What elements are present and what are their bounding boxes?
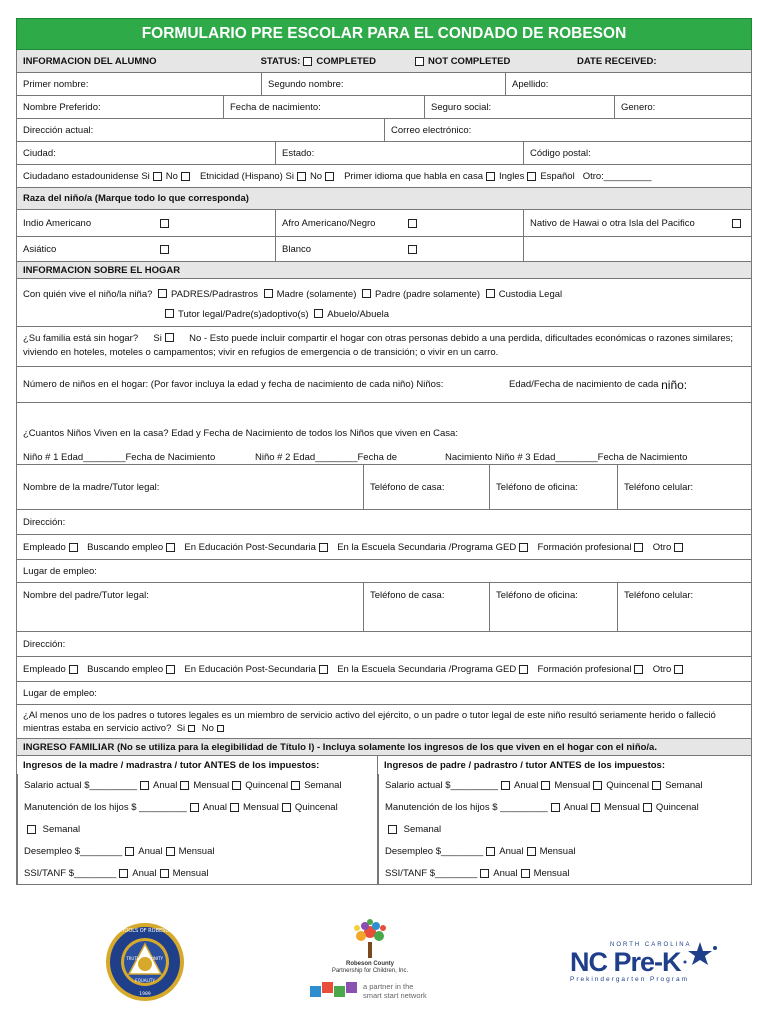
mother-training-checkbox[interactable] [634,543,643,552]
homeless-question: ¿Su familia está sin hogar? [23,333,139,344]
email-field[interactable]: Correo electrónico: [384,119,751,141]
seal-right-text: UNITY [151,956,163,961]
mother-seeking-checkbox[interactable] [166,543,175,552]
father-unemployment-annual-label: Anual [499,845,524,857]
race-pacific-label: Nativo de Hawai o otra Isla del Pacifico [530,217,695,229]
mother-salary-weekly-label: Semanal [304,779,342,791]
father-ssi-monthly-checkbox[interactable] [521,869,530,878]
child-1-field[interactable]: Niño # 1 Edad________Fecha de Nacimiento [23,452,216,463]
school-seal-logo [94,920,196,1004]
city-field[interactable]: Ciudad: [23,147,56,159]
citizen-yes-checkbox[interactable] [153,172,162,181]
english-label: Ingles [498,170,525,182]
father-employed-checkbox[interactable] [69,665,78,674]
mother-ssi-annual-label: Anual [132,867,157,879]
citizen-no-label: No [165,170,178,182]
not-completed-checkbox[interactable] [415,57,424,66]
children-in-home-question: ¿Cuantos Niños Viven en la casa? Edad y Fecha de Nacimiento de todos los Niños que viven en Casa: [23,428,458,439]
mother-ssi-annual-checkbox[interactable] [119,869,128,878]
nc-top-text: NORTH CAROLINA [610,942,692,948]
completed-label: COMPLETED [316,55,376,67]
mother-employed-checkbox[interactable] [69,543,78,552]
mother-salary-monthly-label: Mensual [193,779,230,791]
mother-ged-label: En la Escuela Secundaria /Programa GED [337,541,517,553]
zip-field[interactable]: Código postal: [523,142,751,164]
father-address-field[interactable]: Dirección: [23,638,66,650]
tree-icon [345,918,395,960]
military-no-checkbox[interactable] [217,725,224,732]
children-birth-label: Edad/Fecha de nacimiento de cada [509,379,659,390]
father-unemployment-field[interactable]: Desempleo $________ [385,845,484,857]
military-no-label: No [201,723,214,734]
mother-support-annual-checkbox[interactable] [190,803,199,812]
parents-label: PADRES/Padrastros [171,289,258,300]
parents-checkbox[interactable] [158,289,167,298]
father-training-checkbox[interactable] [634,665,643,674]
children-count-block [16,367,752,403]
mother-salary-biweekly-checkbox[interactable] [232,781,241,790]
mother-salary-weekly-checkbox[interactable] [291,781,300,790]
father-support-monthly-label: Mensual [604,801,640,813]
seal-left-text: TRUTH [126,956,140,961]
mother-support-biweekly-label: Quincenal [294,801,338,813]
spanish-label: Español [540,170,575,182]
father-cell-phone-field[interactable]: Teléfono celular: [617,583,751,631]
father-income-column [378,756,751,884]
mother-only-label: Madre (solamente) [276,289,357,300]
father-salary-field[interactable]: Salario actual $_________ [385,779,499,791]
father-ssi-field[interactable]: SSI/TANF $________ [385,867,478,879]
lives-with-block [16,279,752,327]
father-support-annual-label: Anual [563,801,588,813]
mother-office-phone-field[interactable]: Teléfono de oficina: [489,465,617,509]
student-info-header [16,50,752,73]
race-asian-checkbox[interactable] [160,245,169,254]
children-count-label[interactable]: Número de niños en el hogar: (Por favor incluya la edad y fecha de nacimiento de cada niño) Niños: [23,379,444,390]
homeless-yes-checkbox[interactable] [165,333,174,342]
race-black-label: Afro Americano/Negro [282,217,376,229]
father-support-annual-checkbox[interactable] [551,803,560,812]
preferred-name-field[interactable]: Nombre Preferido: [23,101,101,113]
completed-checkbox[interactable] [303,57,312,66]
ethnicity-no-label: No [309,170,323,182]
race-header: Raza del niño/a (Marque todo lo que corresponda) [23,193,249,204]
father-postsecondary-checkbox[interactable] [319,665,328,674]
custody-checkbox[interactable] [486,289,495,298]
mother-address-field[interactable]: Dirección: [23,516,66,528]
status-label: STATUS: [260,55,301,67]
father-office-phone-field[interactable]: Teléfono de oficina: [489,583,617,631]
father-training-label: Formación profesional [537,663,632,675]
father-support-weekly-checkbox[interactable] [388,825,397,834]
race-indian-label: Indio Americano [23,217,92,229]
father-other-label: Otro [652,663,672,675]
mother-name-field[interactable]: Nombre de la madre/Tutor legal: [23,481,160,493]
mother-other-checkbox[interactable] [674,543,683,552]
mother-workplace-field[interactable]: Lugar de empleo: [23,565,97,577]
child-3-field[interactable]: Nacimiento Niño # 3 Edad________Fecha de Nacimiento [445,452,688,463]
father-support-biweekly-checkbox[interactable] [643,803,652,812]
race-asian-label: Asiático [23,243,57,255]
father-unemployment-monthly-checkbox[interactable] [527,847,536,856]
mother-support-weekly-checkbox[interactable] [27,825,36,834]
language-label: Primer idioma que habla en casa [344,170,483,182]
mother-support-monthly-label: Mensual [243,801,279,813]
mother-salary-annual-checkbox[interactable] [140,781,149,790]
mother-support-weekly-label: Semanal [42,823,81,835]
father-salary-monthly-label: Mensual [554,779,591,791]
mother-home-phone-field[interactable]: Teléfono de casa: [363,465,489,509]
guardian-label: Tutor legal/Padre(s)adoptivo(s) [178,309,309,320]
custody-label: Custodia Legal [498,289,563,300]
preschool-form [16,18,752,885]
father-unemployment-annual-checkbox[interactable] [486,847,495,856]
grandparent-checkbox[interactable] [314,309,323,318]
seal-bottom-text: EQUALITY [135,978,155,983]
father-employed-label: Empleado [23,663,66,675]
father-salary-weekly-label: Semanal [665,779,703,791]
father-support-biweekly-label: Quincenal [655,801,699,813]
race-white-label: Blanco [282,243,312,255]
race-white-checkbox[interactable] [408,245,417,254]
father-salary-monthly-checkbox[interactable] [541,781,550,790]
star-icon [680,940,720,970]
homeless-block [16,327,752,367]
mother-income-header: Ingresos de la madre / madrastra / tutor ANTES de los impuestos: [23,759,320,771]
form-title: FORMULARIO PRE ESCOLAR PARA EL CONDADO DE ROBESON [16,18,752,50]
military-question: ¿Al menos uno de los padres o tutores legales es un miembro de servicio activo del ejército, o un padre o tutor legal de este niño resultó seriamente herido o falleció mientras estaba en servicio activo? [23,710,716,734]
ethnicity-no-checkbox[interactable] [325,172,334,181]
income-table [16,756,752,885]
state-field[interactable]: Estado: [275,142,523,164]
father-seeking-label: Buscando empleo [87,663,164,675]
father-home-phone-field[interactable]: Teléfono de casa: [363,583,489,631]
birth-date-field[interactable]: Fecha de nacimiento: [223,96,424,118]
homeless-no-text: No - Esto puede incluir compartir el hogar con otras personas debido a una perdida, dificultades económicas o razones similares; viviendo en hoteles, moteles o campamentos; vivir en refugios de emergencia o de transición; o vivir en un carro. [23,333,734,358]
not-completed-label: NOT COMPLETED [428,55,511,67]
middle-name-field[interactable]: Segundo nombre: [261,73,505,95]
last-name-field[interactable]: Apellido: [505,73,751,95]
income-header: INGRESO FAMILIAR (No se utiliza para la elegibilidad de Título I) - Incluya solamente los ingresos de los que viven en el hogar con el niño/a. [23,741,657,753]
mother-only-checkbox[interactable] [264,289,273,298]
homeless-yes-label: Si [153,333,162,344]
other-language-field[interactable]: Otro:_________ [582,170,652,182]
father-ged-label: En la Escuela Secundaria /Programa GED [337,663,517,675]
citizen-no-checkbox[interactable] [181,172,190,181]
nc-sub-text: Prekindergarten Program [570,976,689,983]
date-received-label: DATE RECEIVED: [577,55,657,67]
seal-top-text: PUBLIC SCHOOLS OF ROBESON COUNTY [94,928,196,934]
father-salary-annual-label: Anual [514,779,539,791]
child-2-field[interactable]: Niño # 2 Edad________Fecha de [255,452,398,463]
mother-training-label: Formación profesional [537,541,632,553]
father-ssi-annual-label: Anual [493,867,518,879]
father-ssi-annual-checkbox[interactable] [480,869,489,878]
father-salary-biweekly-checkbox[interactable] [593,781,602,790]
footer-logos [0,912,770,1017]
military-yes-checkbox[interactable] [188,725,195,732]
smart-start-blocks-icon [310,980,362,1002]
mother-unemployment-monthly-checkbox[interactable] [166,847,175,856]
mother-salary-monthly-checkbox[interactable] [180,781,189,790]
mother-employed-label: Empleado [23,541,66,553]
mother-postsecondary-label: En Educación Post-Secundaria [184,541,316,553]
mother-other-label: Otro [652,541,672,553]
robeson-name: Robeson County [346,961,394,967]
guardian-checkbox[interactable] [165,309,174,318]
mother-ssi-monthly-checkbox[interactable] [160,869,169,878]
mother-income-column [17,756,378,884]
father-postsecondary-label: En Educación Post-Secundaria [184,663,316,675]
robeson-sub: Partnership for Children, Inc. [331,968,409,974]
mother-salary-annual-label: Anual [153,779,178,791]
mother-unemployment-monthly-label: Mensual [178,845,215,857]
nc-main-text: NC Pre-K [570,947,681,977]
english-checkbox[interactable] [486,172,495,181]
smart-start-line-2: smart start network [363,991,427,1000]
home-header: INFORMACION SOBRE EL HOGAR [23,264,181,276]
father-ssi-monthly-label: Mensual [533,867,570,879]
race-black-checkbox[interactable] [408,219,417,228]
mother-ssi-monthly-label: Mensual [172,867,209,879]
children-in-home-block [16,403,752,465]
citizen-yes-label: Si [141,170,150,182]
lives-with-label: Con quién vive el niño/la niña? [23,289,153,300]
smart-start-line-1: a partner in the [363,982,414,991]
father-income-header: Ingresos de padre / padrastro / tutor ANTES de los impuestos: [384,759,666,771]
father-support-weekly-label: Semanal [403,823,442,835]
mother-ged-checkbox[interactable] [519,543,528,552]
father-salary-weekly-checkbox[interactable] [652,781,661,790]
section-title: INFORMACION DEL ALUMNO [23,55,157,67]
father-other-checkbox[interactable] [674,665,683,674]
mother-support-biweekly-checkbox[interactable] [282,803,291,812]
gender-field[interactable]: Genero: [614,96,751,118]
mother-unemployment-annual-checkbox[interactable] [125,847,134,856]
mother-unemployment-annual-label: Anual [138,845,163,857]
father-unemployment-monthly-label: Mensual [539,845,576,857]
father-name-field[interactable]: Nombre del padre/Tutor legal: [23,590,149,601]
military-block [16,705,752,739]
mother-unemployment-field[interactable]: Desempleo $________ [24,845,123,857]
father-ged-checkbox[interactable] [519,665,528,674]
mother-postsecondary-checkbox[interactable] [319,543,328,552]
father-salary-biweekly-label: Quincenal [606,779,650,791]
mother-child-support-field[interactable]: Manutención de los hijos $ _________ [24,801,187,813]
race-indian-checkbox[interactable] [160,219,169,228]
children-birth-label-end: niño: [661,377,688,392]
grandparent-label: Abuelo/Abuela [327,309,390,320]
address-field[interactable]: Dirección actual: [23,124,94,136]
mother-ssi-field[interactable]: SSI/TANF $________ [24,867,117,879]
seal-year-text: 1989 [139,992,151,997]
mother-salary-field[interactable]: Salario actual $_________ [24,779,138,791]
military-yes-label: Si [176,723,186,734]
mother-seeking-label: Buscando empleo [87,541,164,553]
father-seeking-checkbox[interactable] [166,665,175,674]
mother-support-annual-label: Anual [202,801,227,813]
mother-support-monthly-checkbox[interactable] [230,803,239,812]
father-workplace-field[interactable]: Lugar de empleo: [23,687,97,699]
father-only-label: Padre (padre solamente) [375,289,481,300]
father-child-support-field[interactable]: Manutención de los hijos $ _________ [385,801,548,813]
father-support-monthly-checkbox[interactable] [591,803,600,812]
mother-cell-phone-field[interactable]: Teléfono celular: [617,465,751,509]
mother-salary-biweekly-label: Quincenal [245,779,289,791]
father-salary-annual-checkbox[interactable] [501,781,510,790]
spanish-checkbox[interactable] [527,172,536,181]
first-name-field[interactable]: Primer nombre: [23,78,89,90]
father-only-checkbox[interactable] [362,289,371,298]
ethnicity-yes-label: Si [285,170,294,182]
ssn-field[interactable]: Seguro social: [424,96,614,118]
ethnicity-label: Etnicidad (Hispano) [199,170,283,182]
ethnicity-yes-checkbox[interactable] [297,172,306,181]
race-pacific-checkbox[interactable] [732,219,741,228]
citizen-label: Ciudadano estadounidense [23,170,139,182]
